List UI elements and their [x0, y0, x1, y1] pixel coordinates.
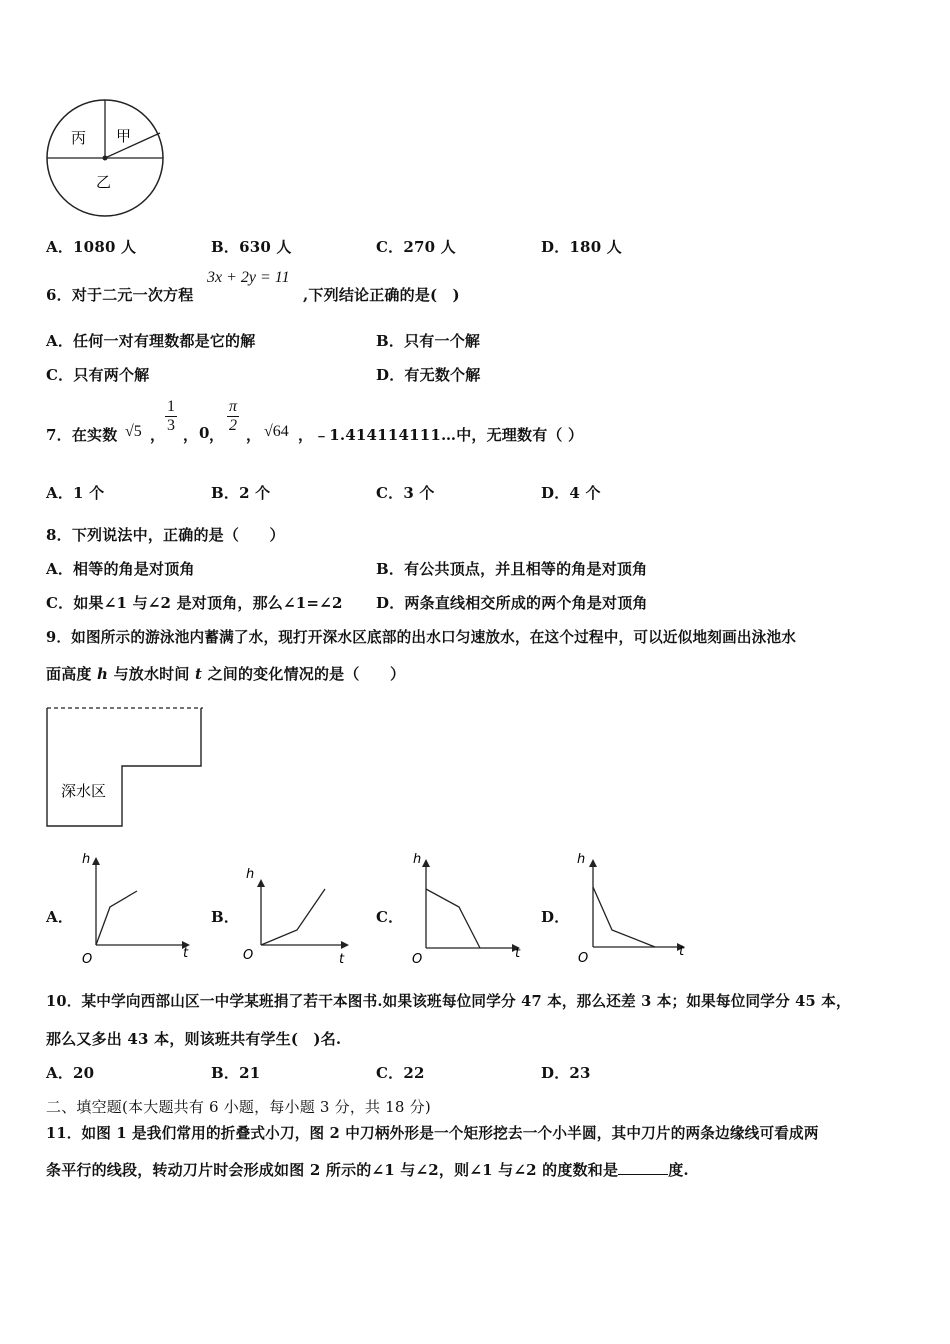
q7-comma-3: ， — [209, 426, 225, 444]
q11-line-1: 11．如图 1 是我们常用的折叠式小刀，图 2 中刀柄外形是一个矩形挖去一个小半圆，其中刀片的两条边缘线可看成两 — [46, 1125, 819, 1142]
pie-divider-slanted — [105, 133, 160, 158]
q8-option-c: C．如果∠1 与∠2 是对顶角，那么∠1=∠2 — [46, 594, 343, 612]
q11-line-2: 条平行的线段，转动刀片时会形成如图 2 所示的∠1 与∠2，则∠1 与∠2 的度数和是 度. — [46, 1161, 689, 1179]
q10-option-b: B．21 — [211, 1064, 261, 1082]
q7-comma-5: ， — [298, 426, 314, 444]
q6-option-b: B．只有一个解 — [376, 332, 481, 350]
graph-d-t-label: t — [679, 944, 685, 959]
graph-b-t-label: t — [339, 952, 345, 967]
q10-option-d: D．23 — [541, 1064, 591, 1082]
q7-sqrt5: √5 — [125, 423, 142, 440]
q7-option-a: A．1 个 — [46, 484, 105, 502]
q9-graph-b-letter: B． — [211, 908, 240, 926]
q9-graph-c-letter: C． — [376, 908, 404, 926]
q8-stem: 8．下列说法中，正确的是（ ） — [46, 526, 285, 544]
graph-d-curve — [593, 887, 655, 947]
pool-figure — [40, 700, 210, 832]
q7-fraction-pi-half: $\frac{\pi}{2}$ — [229, 398, 238, 434]
q9-graph-a — [70, 845, 195, 970]
q7-fraction-one-third: $\frac{1}{3}$ — [167, 398, 175, 434]
graph-a-h-arrow — [92, 857, 100, 865]
q9-line-2: 面高度 h 与放水时间 t 之间的变化情况的是（ ） — [46, 665, 406, 683]
graph-b-h-arrow — [257, 879, 265, 887]
graph-c-origin: O — [412, 952, 423, 967]
q7-option-b: B．2 个 — [211, 484, 271, 502]
graph-b-t-arrow — [341, 941, 349, 949]
q6-prefix: 6．对于二元一次方程 — [46, 286, 194, 304]
q10-option-c: C．22 — [376, 1064, 425, 1082]
q9-graph-b — [235, 845, 360, 970]
q7-comma-1: ， — [150, 426, 166, 444]
q5-option-b: B．630 人 — [211, 238, 292, 256]
q9-graph-a-letter: A． — [46, 908, 74, 926]
q7-comma-2: ， — [183, 426, 199, 444]
q6-option-d: D．有无数个解 — [376, 366, 481, 384]
q7-option-d: D．4 个 — [541, 484, 601, 502]
pie-label-jia: 甲 — [116, 127, 132, 145]
q9-graph-d — [565, 845, 690, 970]
graph-c-h-arrow — [422, 859, 430, 867]
pie-center — [103, 156, 108, 161]
q11-answer-blank — [618, 1160, 668, 1175]
pool-label: 深水区 — [61, 782, 107, 800]
graph-b-h-label: h — [246, 867, 255, 882]
q9-graph-d-letter: D． — [541, 908, 570, 926]
graph-c-t-label: t — [515, 946, 521, 961]
q7-suffix: ﹣1.414114111…中，无理数有（ ） — [314, 426, 584, 444]
graph-b-curve — [261, 889, 325, 945]
q7-prefix: 7．在实数 — [46, 426, 118, 444]
q7-zero: 0 — [199, 424, 210, 442]
q9-line-1: 9．如图所示的游泳池内蓄满了水，现打开深水区底部的出水口匀速放水，在这个过程中，可以近似地刻画出泳池水 — [46, 629, 797, 646]
q5-option-a: A．1080 人 — [46, 238, 137, 256]
graph-b-origin: O — [243, 948, 254, 963]
q9-graph-c — [400, 845, 525, 970]
q7-option-c: C．3 个 — [376, 484, 435, 502]
graph-a-curve — [96, 891, 137, 945]
pool-outline — [47, 708, 201, 826]
pie-figure — [40, 95, 170, 225]
q10-line-2: 那么又多出 43 本，则该班共有学生( )名. — [46, 1030, 342, 1048]
q8-option-a: A．相等的角是对顶角 — [46, 560, 195, 578]
q8-option-d: D．两条直线相交所成的两个角是对顶角 — [376, 594, 648, 612]
graph-a-t-label: t — [183, 946, 189, 961]
pie-label-bing: 丙 — [71, 129, 87, 147]
q5-option-d: D．180 人 — [541, 238, 622, 256]
graph-d-h-label: h — [577, 852, 586, 867]
q8-option-b: B．有公共顶点，并且相等的角是对顶角 — [376, 560, 648, 578]
q6-suffix: ,下列结论正确的是( ) — [303, 286, 460, 304]
graph-d-h-arrow — [589, 859, 597, 867]
graph-c-curve — [426, 889, 480, 948]
q6-equation: 3x + 2y = 11 — [207, 269, 290, 286]
q7-comma-4: ， — [246, 426, 262, 444]
q5-option-c: C．270 人 — [376, 238, 456, 256]
q6-option-a: A．任何一对有理数都是它的解 — [46, 332, 256, 350]
graph-a-h-label: h — [82, 852, 91, 867]
graph-c-h-label: h — [413, 852, 422, 867]
q6-option-c: C．只有两个解 — [46, 366, 150, 384]
pie-label-yi: 乙 — [96, 173, 112, 191]
q10-line-1: 10．某中学向西部山区一中学某班捐了若干本图书.如果该班每位同学分 47 本，那么还差 3 本；如果每位同学分 45 本， — [46, 993, 851, 1010]
graph-a-origin: O — [82, 952, 93, 967]
graph-d-origin: O — [578, 951, 589, 966]
section-2-heading: 二、填空题(本大题共有 6 小题，每小题 3 分，共 18 分) — [46, 1098, 431, 1116]
q10-option-a: A．20 — [46, 1064, 95, 1082]
q7-sqrt64: √64 — [264, 423, 289, 440]
